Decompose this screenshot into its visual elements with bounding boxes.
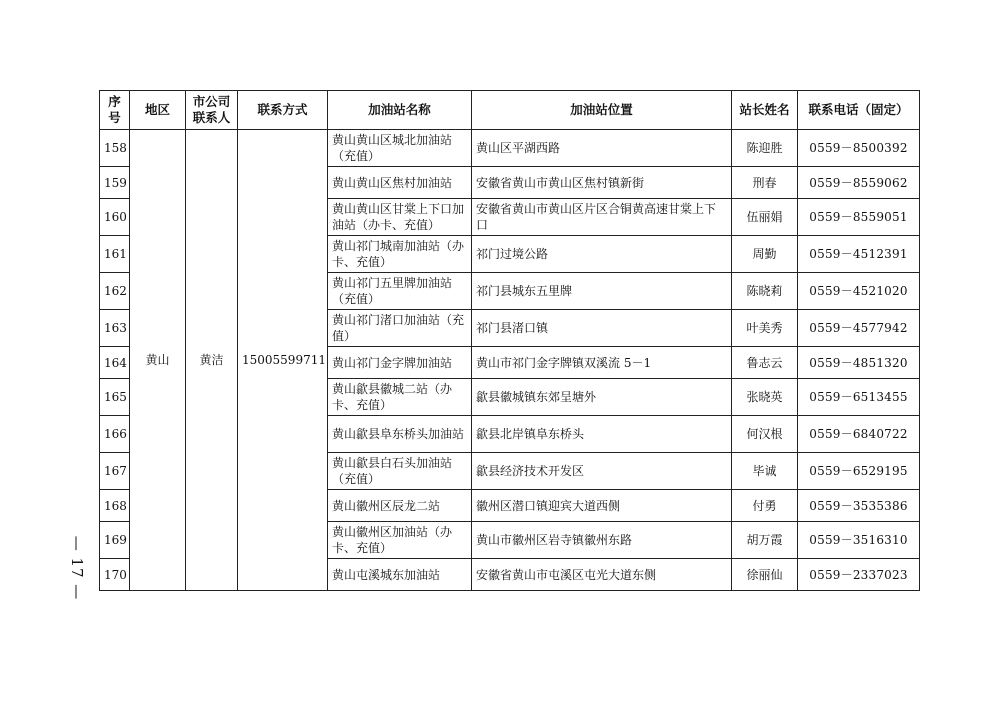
station-name: 黄山歙县白石头加油站（充值） xyxy=(328,453,472,490)
phone: 0559－8500392 xyxy=(798,130,920,167)
phone: 0559－3516310 xyxy=(798,522,920,559)
row-no: 162 xyxy=(100,273,130,310)
phone: 0559－4521020 xyxy=(798,273,920,310)
row-no: 164 xyxy=(100,347,130,379)
phone: 0559－6513455 xyxy=(798,379,920,416)
station-name: 黄山徽州区辰龙二站 xyxy=(328,490,472,522)
row-no: 159 xyxy=(100,167,130,199)
manager-name: 陈迎胜 xyxy=(732,130,798,167)
manager-name: 叶美秀 xyxy=(732,310,798,347)
station-name: 黄山黄山区焦村加油站 xyxy=(328,167,472,199)
phone: 0559－8559062 xyxy=(798,167,920,199)
header-no: 序 号 xyxy=(100,91,130,130)
station-name: 黄山祁门五里牌加油站（充值） xyxy=(328,273,472,310)
station-location: 黄山市徽州区岩寺镇徽州东路 xyxy=(472,522,732,559)
station-name: 黄山黄山区城北加油站（充值） xyxy=(328,130,472,167)
company-contact-cell: 黄洁 xyxy=(186,130,238,591)
row-no: 165 xyxy=(100,379,130,416)
station-location: 安徽省黄山市黄山区焦村镇新街 xyxy=(472,167,732,199)
header-company-contact: 市公司 联系人 xyxy=(186,91,238,130)
header-contact-method: 联系方式 xyxy=(238,91,328,130)
manager-name: 刑春 xyxy=(732,167,798,199)
station-name: 黄山祁门城南加油站（办卡、充值） xyxy=(328,236,472,273)
station-location: 安徽省黄山市屯溪区屯光大道东侧 xyxy=(472,559,732,591)
manager-name: 陈晓莉 xyxy=(732,273,798,310)
header-station-location: 加油站位置 xyxy=(472,91,732,130)
station-location: 徽州区潜口镇迎宾大道西侧 xyxy=(472,490,732,522)
station-location: 歙县徽城镇东郊呈塘外 xyxy=(472,379,732,416)
station-location: 祁门县城东五里牌 xyxy=(472,273,732,310)
contact-method-cell: 15005599711 xyxy=(238,130,328,591)
manager-name: 胡万霞 xyxy=(732,522,798,559)
station-name: 黄山屯溪城东加油站 xyxy=(328,559,472,591)
phone: 0559－6840722 xyxy=(798,416,920,453)
station-location: 祁门县渚口镇 xyxy=(472,310,732,347)
phone: 0559－4512391 xyxy=(798,236,920,273)
station-location: 歙县经济技术开发区 xyxy=(472,453,732,490)
row-no: 167 xyxy=(100,453,130,490)
header-phone: 联系电话（固定） xyxy=(798,91,920,130)
station-name: 黄山徽州区加油站（办卡、充值） xyxy=(328,522,472,559)
row-no: 166 xyxy=(100,416,130,453)
row-no: 170 xyxy=(100,559,130,591)
phone: 0559－8559051 xyxy=(798,199,920,236)
manager-name: 伍丽娟 xyxy=(732,199,798,236)
manager-name: 徐丽仙 xyxy=(732,559,798,591)
manager-name: 周勤 xyxy=(732,236,798,273)
manager-name: 鲁志云 xyxy=(732,347,798,379)
page-number: — 17 — xyxy=(68,535,86,601)
station-name: 黄山歙县阜东桥头加油站 xyxy=(328,416,472,453)
row-no: 168 xyxy=(100,490,130,522)
manager-name: 何汉根 xyxy=(732,416,798,453)
row-no: 160 xyxy=(100,199,130,236)
table-row xyxy=(100,130,920,167)
manager-name: 张晓英 xyxy=(732,379,798,416)
row-no: 161 xyxy=(100,236,130,273)
table-header-row xyxy=(100,91,920,130)
phone: 0559－6529195 xyxy=(798,453,920,490)
station-location: 黄山区平湖西路 xyxy=(472,130,732,167)
station-name: 黄山黄山区甘棠上下口加油站（办卡、充值） xyxy=(328,199,472,236)
manager-name: 付勇 xyxy=(732,490,798,522)
station-location: 安徽省黄山市黄山区片区合铜黄高速甘棠上下口 xyxy=(472,199,732,236)
row-no: 163 xyxy=(100,310,130,347)
phone: 0559－4577942 xyxy=(798,310,920,347)
row-no: 169 xyxy=(100,522,130,559)
station-location: 祁门过境公路 xyxy=(472,236,732,273)
phone: 0559－4851320 xyxy=(798,347,920,379)
station-name: 黄山祁门渚口加油站（充值） xyxy=(328,310,472,347)
region-cell: 黄山 xyxy=(130,130,186,591)
station-location: 歙县北岸镇阜东桥头 xyxy=(472,416,732,453)
header-station-name: 加油站名称 xyxy=(328,91,472,130)
header-region: 地区 xyxy=(130,91,186,130)
station-name: 黄山歙县徽城二站（办卡、充值） xyxy=(328,379,472,416)
station-name: 黄山祁门金字牌加油站 xyxy=(328,347,472,379)
row-no: 158 xyxy=(100,130,130,167)
manager-name: 毕诚 xyxy=(732,453,798,490)
header-manager-name: 站长姓名 xyxy=(732,91,798,130)
station-location: 黄山市祁门金字牌镇双溪流 5－1 xyxy=(472,347,732,379)
gas-station-table xyxy=(99,90,920,591)
phone: 0559－2337023 xyxy=(798,559,920,591)
phone: 0559－3535386 xyxy=(798,490,920,522)
